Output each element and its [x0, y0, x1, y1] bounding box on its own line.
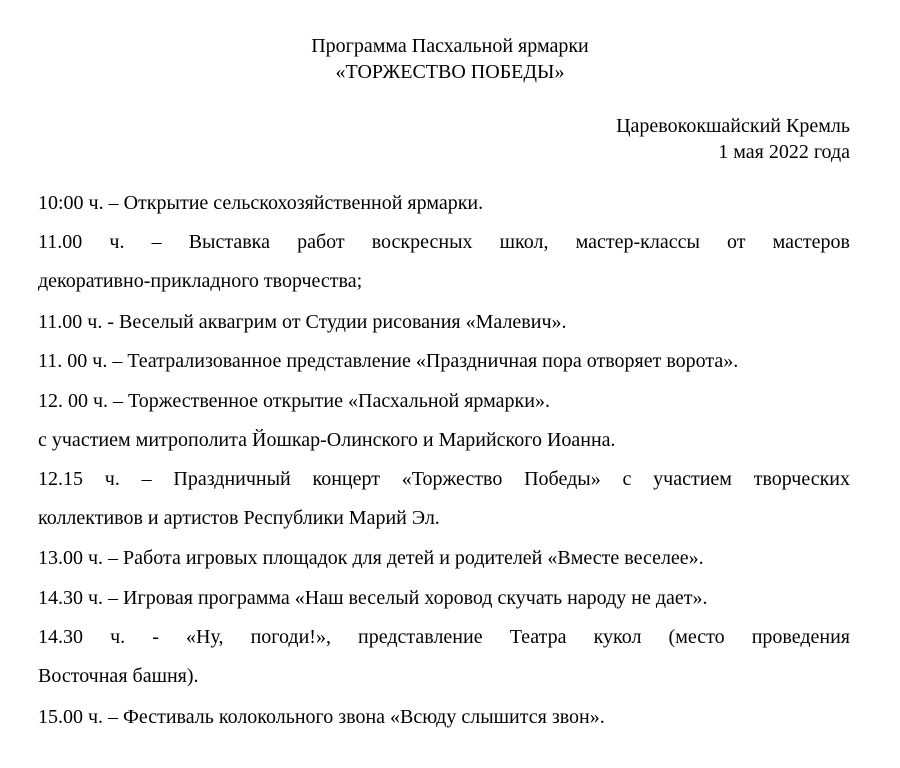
program-line: 11. 00 ч. – Театрализованное представление «Праздничная пора отворяет ворота». [38, 350, 739, 372]
program-line: 14.30 ч. – Игровая программа «Наш веселый хоровод скучать народу не дает». [38, 587, 708, 609]
program-line: 15.00 ч. – Фестиваль колокольного звона «Всюду слышится звон». [38, 706, 605, 728]
program-line: с участием митрополита Йошкар-Олинского и Марийского Иоанна. [38, 429, 616, 451]
program-line: Восточная башня). [38, 665, 199, 687]
event-place: Царевококшайский Кремль [616, 115, 850, 137]
program-line: 12. 00 ч. – Торжественное открытие «Пасхальной ярмарки». [38, 390, 550, 412]
event-date: 1 мая 2022 года [718, 141, 850, 163]
program-line: декоративно-прикладного творчества; [38, 270, 363, 292]
program-line: 11.00 ч. – Выставка работ воскресных школ, мастер-классы от мастеров [38, 231, 850, 253]
document-subtitle: «ТОРЖЕСТВО ПОБЕДЫ» [335, 61, 565, 83]
program-line: 10:00 ч. – Открытие сельскохозяйственной ярмарки. [38, 192, 484, 214]
program-line: 12.15 ч. – Праздничный концерт «Торжество Победы» с участием творческих [38, 468, 850, 490]
program-line: 14.30 ч. - «Ну, погоди!», представление Театра кукол (место проведения [38, 626, 850, 648]
program-line: 13.00 ч. – Работа игровых площадок для детей и родителей «Вместе веселее». [38, 547, 704, 569]
document-title: Программа Пасхальной ярмарки [311, 35, 589, 57]
program-line: коллективов и артистов Республики Марий Эл. [38, 507, 440, 529]
program-line: 11.00 ч. - Веселый аквагрим от Студии рисования «Малевич». [38, 311, 567, 333]
